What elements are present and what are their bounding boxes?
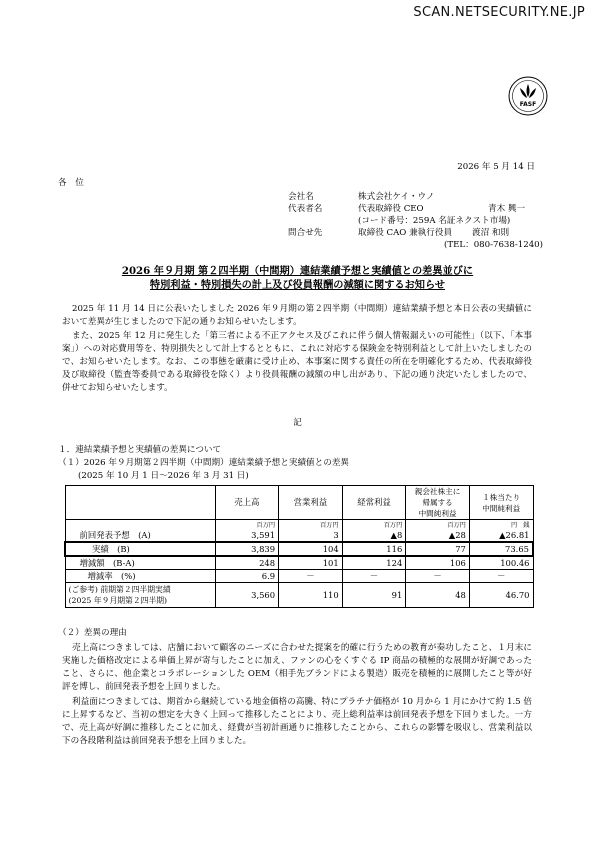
header-operating-income: 営業利益 — [279, 486, 343, 520]
intro-paragraph-2: また、2025 年 12 月に発生した「第三者による不正アクセス及びこれに伴う個人情報漏えいの可能性」（以下、「本事案」）への対応費用等を、特別損失として計上するとともに、これに対応する保険金を特別利益として計上いたしましたので、お知らせいたします。なお、この事態を厳粛に受け止め、本事案に関する責任の所在を明確化するため、代表取締役及び取締役（監査等委員である取締役を除く）より役員報酬の減額の申し出があり、下記の通り決定いたしましたので、併せてお知らせいたします。 — [62, 331, 532, 393]
ki-heading: 記 — [293, 418, 302, 428]
table-cell: ▲8 — [342, 529, 406, 542]
table-cell: － — [406, 570, 470, 583]
table-cell: 248 — [215, 556, 279, 570]
header-net-income: 親会社株主に 帰属する 中間純利益 — [406, 486, 470, 520]
source-watermark: SCAN.NETSECURITY.NE.JP — [413, 5, 585, 20]
table-header-row — [65, 486, 533, 520]
unit-cell: 百万円 — [342, 520, 406, 530]
table-header-blank — [65, 486, 215, 520]
fasf-logo-icon — [508, 76, 548, 116]
document-title-line1: 2026 年９月期 第２四半期（中間期）連結業績予想と実績値との差異並びに — [121, 265, 474, 277]
representative-title: 代表取締役 CEO — [358, 204, 424, 214]
reason-paragraph-1: 売上高につきましては、店舗において顧客のニーズに合わせた提案を的確に行うための教育が奏功したこと、１月末に実施した価格改定による単価上昇が寄与したことに加え、ファンの心をくすぐる IP 商品の積極的な展開が好調であったこと、さらに、他企業とコラボレーションした OEM（相手先ブランドによる製造）販売を積極的に展開したこと等が好評を博し、前回発表予想を上回りました。 — [62, 643, 532, 692]
earnings-variance-table — [64, 485, 534, 608]
header-net-sales: 売上高 — [215, 486, 279, 520]
row-label: 前回発表予想 (A) — [65, 529, 215, 542]
contact-title: 取締役 CAO 兼執行役員 — [358, 228, 453, 238]
table-row — [65, 570, 533, 583]
representative-label: 代表者名 — [288, 204, 323, 214]
table-row — [65, 529, 533, 542]
intro-paragraph-1: 2025 年 11 月 14 日に公表いたしました 2026 年９月期の第２四半期（中間期）連結業績予想と本日公表の実績値において差異が生じましたので下記の通りお知らせいたします。 — [62, 304, 532, 327]
section-1-subheading: （１）2026 年９月期第２四半期（中間期）連結業績予想と実績値との差異 — [58, 458, 350, 468]
representative-name: 青木 興一 — [488, 204, 526, 214]
header-eps: １株当たり 中間純利益 — [469, 486, 533, 520]
addressee: 各 位 — [58, 178, 84, 188]
table-cell: 3 — [279, 529, 343, 542]
unit-cell: 百万円 — [279, 520, 343, 530]
unit-cell: 百万円 — [215, 520, 279, 530]
table-row-reference — [65, 583, 533, 608]
table-cell: 6.9 — [215, 570, 279, 583]
row-label: 増減率 (%) — [65, 570, 215, 583]
table-row — [65, 556, 533, 570]
table-cell: － — [342, 570, 406, 583]
table-cell: 106 — [406, 556, 470, 570]
table-cell: 124 — [342, 556, 406, 570]
company-name-label: 会社名 — [288, 192, 314, 202]
reason-paragraph-2: 利益面につきましては、期首から継続している地金価格の高騰、特にプラチナ価格が 10 月から 1 月にかけて約 1.5 倍に上昇するなど、当初の想定を大きく上回って推移したことにより、売上総利益率は前回発表予想を下回りました。一方で、売上高が好調に推移したことに加え、経費が当初計画通りに推移したことから、これらの影響を吸収し、営業利益以下の各段階利益は前回発表予想を上回りました。 — [62, 697, 532, 746]
table-cell: 77 — [406, 542, 470, 556]
table-cell: ▲26.81 — [469, 529, 533, 542]
table-cell: 48 — [406, 583, 470, 608]
contact-tel: (TEL：080-7638-1240) — [444, 240, 543, 250]
row-label: (ご参考) 前期第２四半期実績 (2025 年９月期第２四半期) — [65, 583, 215, 608]
unit-cell: 百万円 — [406, 520, 470, 530]
row-label: 増減額 (B-A) — [65, 556, 215, 570]
table-cell: 3,560 — [215, 583, 279, 608]
row-label: 実績 (B) — [65, 542, 215, 556]
contact-label: 問合せ先 — [288, 228, 323, 238]
table-cell: 73.65 — [469, 542, 533, 556]
period-range: (2025 年 10 月 1 日～2026 年 3 月 31 日) — [78, 471, 249, 481]
table-cell: 3,839 — [215, 542, 279, 556]
document-title-line2: 特別利益・特別損失の計上及び役員報酬の減額に関するお知らせ — [149, 279, 446, 291]
table-cell: 110 — [279, 583, 343, 608]
header-ordinary-income: 経常利益 — [342, 486, 406, 520]
company-name: 株式会社ケイ・ウノ — [358, 192, 435, 202]
table-cell: － — [279, 570, 343, 583]
table-cell: － — [469, 570, 533, 583]
table-cell: 100.46 — [469, 556, 533, 570]
table-cell: 3,591 — [215, 529, 279, 542]
unit-cell: 円 銭 — [469, 520, 533, 530]
document-date: 2026 年 5 月 14 日 — [457, 162, 535, 172]
table-cell: 101 — [279, 556, 343, 570]
table-cell: 91 — [342, 583, 406, 608]
table-row-actual — [65, 542, 533, 556]
table-cell: 46.70 — [469, 583, 533, 608]
table-cell: 104 — [279, 542, 343, 556]
table-cell: 116 — [342, 542, 406, 556]
stock-code-line: (コード番号：259A 名証ネクスト市場) — [358, 216, 511, 226]
svg-text:FASF: FASF — [519, 101, 537, 108]
section-1-heading: １．連結業績予想と実績値の差異について — [58, 445, 222, 455]
table-cell: ▲28 — [406, 529, 470, 542]
section-1-2-heading: （２）差異の理由 — [58, 628, 127, 638]
contact-name: 渡沼 和則 — [472, 228, 510, 238]
table-unit-row — [65, 520, 533, 530]
